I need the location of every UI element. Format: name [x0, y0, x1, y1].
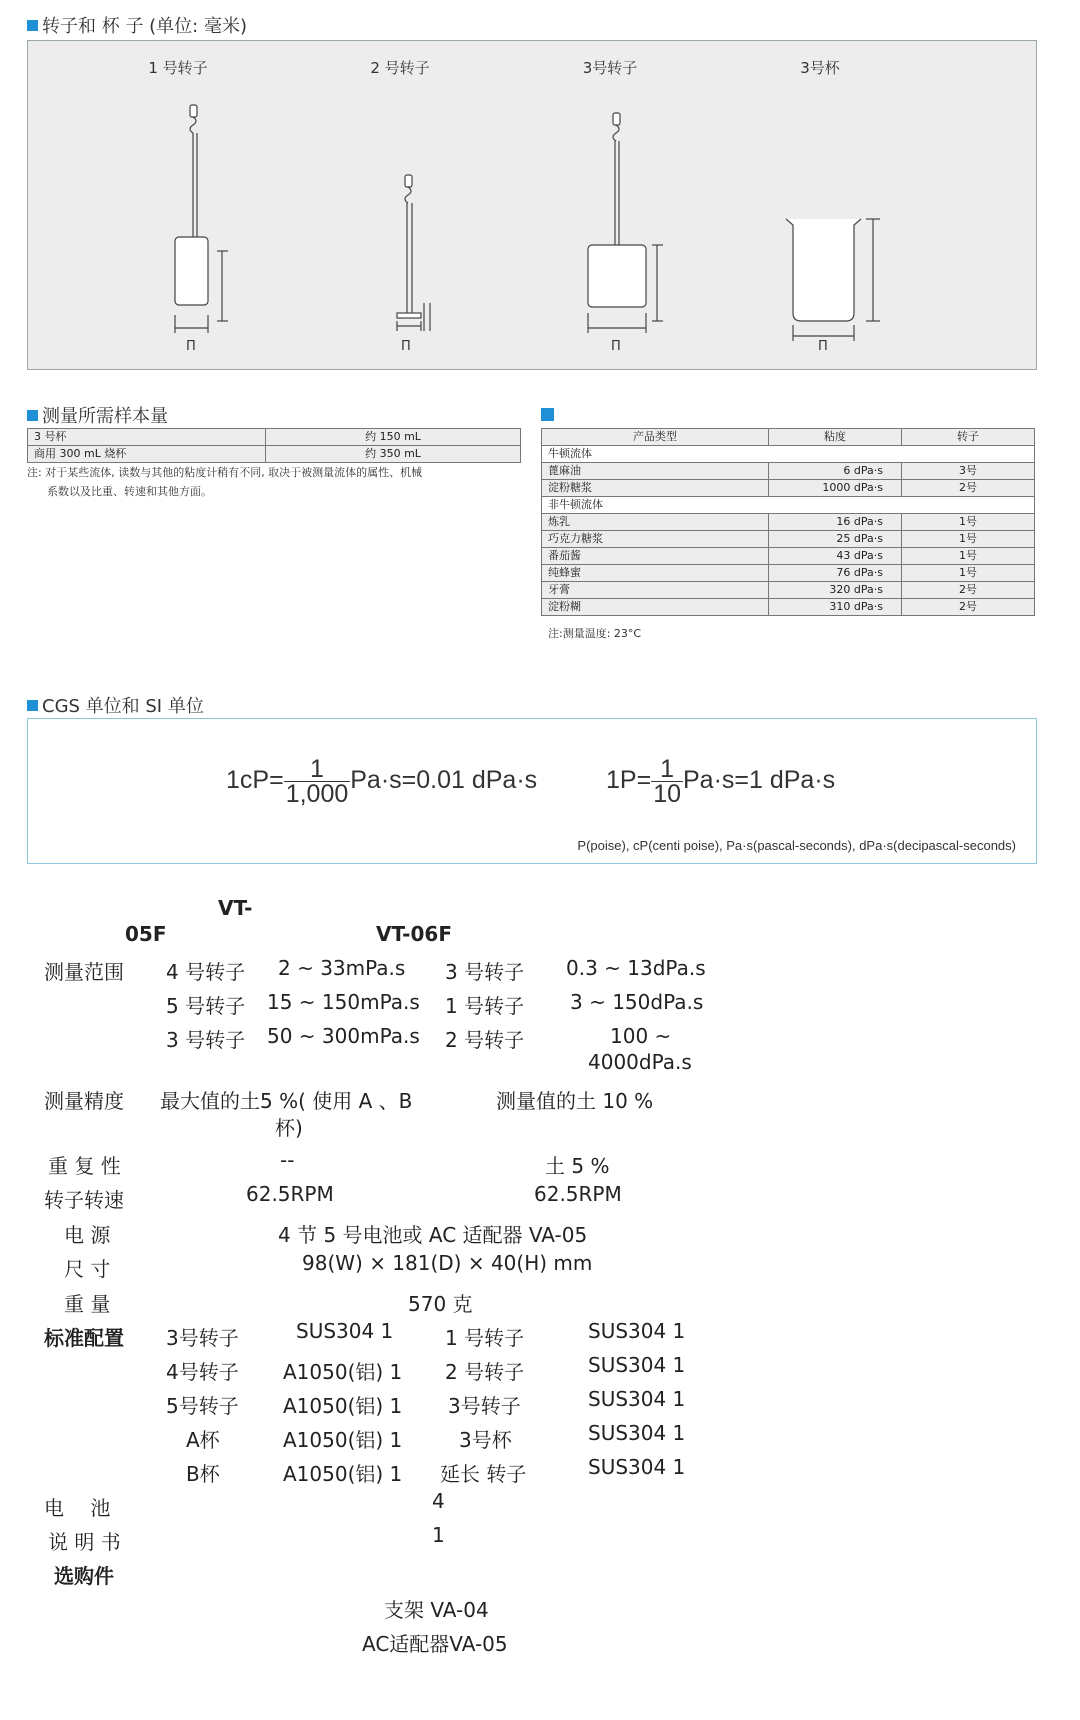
rotor-1-dim-label: Π — [186, 339, 196, 354]
weight-label: 重 量 — [64, 1292, 111, 1316]
sample-note-line1: 注: 对于某些流体, 读数与其他的粘度计稍有不同, 取决于被测量流体的属性、机械 — [27, 466, 423, 479]
speed-label: 转子转速 — [44, 1188, 124, 1212]
accuracy-value-1b: 杯) — [275, 1116, 303, 1140]
config-item: 1 号转子 — [445, 1326, 525, 1350]
table-header-row — [542, 429, 1035, 446]
category-label: 牛顿流体 — [542, 446, 1035, 463]
table-row — [542, 599, 1035, 616]
viscosity-value: 16 dPa·s — [769, 514, 902, 531]
rotor-2-drawing — [397, 175, 430, 331]
section-marker-icon — [27, 700, 38, 711]
product-name: 淀粉糖浆 — [542, 480, 769, 497]
range-rotor-1: 5 号转子 — [166, 994, 246, 1018]
config-item: 3号转子 — [166, 1326, 239, 1350]
formula-p-den: 10 — [653, 780, 681, 808]
range-value-1: 15 ~ 150mPa.s — [267, 990, 420, 1014]
range-rotor-1: 3 号转子 — [166, 1028, 246, 1052]
sample-table — [27, 428, 521, 463]
repeat-value-1: -- — [280, 1148, 295, 1172]
power-label: 电 源 — [64, 1223, 111, 1247]
config-item: B杯 — [186, 1462, 220, 1486]
sample-name: 3 号杯 — [28, 429, 266, 446]
header-viscosity: 粘度 — [769, 429, 902, 446]
size-value: 98(W) × 181(D) × 40(H) mm — [302, 1251, 593, 1275]
range-value-2: 3 ~ 150dPa.s — [570, 990, 704, 1014]
sample-note — [27, 463, 527, 501]
section-marker-icon — [541, 408, 554, 421]
config-material: A1050(铝) 1 — [283, 1394, 403, 1418]
formula-cp-num: 1 — [284, 757, 351, 782]
sample-section-title — [27, 402, 168, 428]
viscosity-value: 310 dPa·s — [769, 599, 902, 616]
table-row — [542, 480, 1035, 497]
viscosity-note: 注:测量温度: 23°C — [548, 627, 642, 640]
rotor-label-3: 3号转子 — [582, 59, 638, 77]
config-material: SUS304 1 — [588, 1387, 686, 1411]
formula-cp-right: Pa·s=0.01 dPa·s — [350, 766, 538, 795]
section-marker-icon — [27, 410, 38, 421]
rotor-3-drawing — [588, 113, 663, 333]
rotor-2-dim-label: Π — [401, 339, 411, 354]
table-row — [28, 446, 521, 463]
viscosity-value: 320 dPa·s — [769, 582, 902, 599]
config-item: 2 号转子 — [445, 1360, 525, 1384]
range-value-1: 50 ~ 300mPa.s — [267, 1024, 420, 1048]
range-value-2a: 100 ~ — [610, 1024, 672, 1048]
product-name: 蓖麻油 — [542, 463, 769, 480]
cup-label-3: 3号杯 — [800, 59, 840, 77]
table-row — [28, 429, 521, 446]
accuracy-value-2: 测量值的土 10 % — [496, 1089, 654, 1113]
range-label: 测量范围 — [44, 960, 124, 984]
config-item: 5号转子 — [166, 1394, 239, 1418]
table-row — [542, 531, 1035, 548]
config-material: SUS304 1 — [588, 1353, 686, 1377]
cup-3-drawing — [786, 219, 880, 341]
header-product: 产品类型 — [542, 429, 769, 446]
table-row — [542, 514, 1035, 531]
range-rotor-1: 4 号转子 — [166, 960, 246, 984]
range-value-1: 2 ~ 33mPa.s — [278, 956, 406, 980]
sample-name: 商用 300 mL 烧杯 — [28, 446, 266, 463]
formula-p-right: Pa·s=1 dPa·s — [683, 766, 836, 795]
viscosity-value: 43 dPa·s — [769, 548, 902, 565]
product-name: 番茄酱 — [542, 548, 769, 565]
model-1-header-b: 05F — [125, 922, 167, 946]
rotor-label-2: 2 号转子 — [370, 59, 430, 77]
rotor-drawings — [28, 41, 1036, 369]
rotor-value: 2号 — [902, 599, 1035, 616]
config-material: SUS304 1 — [588, 1455, 686, 1479]
rotor-value: 1号 — [902, 548, 1035, 565]
cgs-section-title — [27, 692, 204, 718]
repeat-label: 重 复 性 — [48, 1154, 121, 1178]
sample-title-text: 测量所需样本量 — [42, 406, 168, 427]
rotor-label-1: 1 号转子 — [148, 59, 208, 77]
table-row — [542, 446, 1035, 463]
product-name: 巧克力糖浆 — [542, 531, 769, 548]
viscosity-value: 6 dPa·s — [769, 463, 902, 480]
config-material: A1050(铝) 1 — [283, 1360, 403, 1384]
config-item: A杯 — [186, 1428, 220, 1452]
optional-item-1: 支架 VA-04 — [384, 1598, 489, 1622]
table-row — [542, 548, 1035, 565]
range-rotor-2: 1 号转子 — [445, 994, 525, 1018]
formula-p-left: 1P= — [606, 766, 652, 795]
config-item: 4号转子 — [166, 1360, 239, 1384]
model-2-header: VT-06F — [376, 922, 452, 946]
section-marker-icon — [27, 20, 38, 31]
battery-value: 4 — [432, 1489, 445, 1513]
size-label: 尺 寸 — [64, 1257, 111, 1281]
manual-value: 1 — [432, 1523, 445, 1547]
table-row — [542, 463, 1035, 480]
power-value: 4 节 5 号电池或 AC 适配器 VA-05 — [278, 1223, 588, 1247]
config-material: SUS304 1 — [588, 1319, 686, 1343]
config-material: SUS304 1 — [296, 1319, 394, 1343]
sample-value: 约 350 mL — [266, 446, 521, 463]
speed-value-1: 62.5RPM — [246, 1182, 334, 1206]
config-material: A1050(铝) 1 — [283, 1428, 403, 1452]
product-name: 炼乳 — [542, 514, 769, 531]
header-rotor: 转子 — [902, 429, 1035, 446]
config-item: 延长 转子 — [440, 1462, 527, 1486]
config-material: A1050(铝) 1 — [283, 1462, 403, 1486]
viscosity-value: 76 dPa·s — [769, 565, 902, 582]
range-value-2b: 4000dPa.s — [588, 1050, 692, 1074]
repeat-value-2: 土 5 % — [545, 1154, 610, 1178]
optional-label: 选购件 — [54, 1564, 114, 1588]
cgs-title-text: CGS 单位和 SI 单位 — [42, 696, 204, 717]
rotor-value: 1号 — [902, 514, 1035, 531]
viscosity-value: 1000 dPa·s — [769, 480, 902, 497]
formula-cp-den: 1,000 — [285, 780, 349, 808]
product-name: 淀粉糊 — [542, 599, 769, 616]
formula-p-num: 1 — [651, 757, 683, 782]
cgs-footnote: P(poise), cP(centi poise), Pa·s(pascal-seconds), dPa·s(decipascal-seconds) — [577, 838, 1016, 853]
optional-item-2: AC适配器VA-05 — [362, 1632, 508, 1656]
config-material: SUS304 1 — [588, 1421, 686, 1445]
sample-value: 约 150 mL — [266, 429, 521, 446]
weight-value: 570 克 — [408, 1292, 473, 1316]
table-row — [542, 497, 1035, 514]
range-rotor-2: 3 号转子 — [445, 960, 525, 984]
rotor-1-drawing — [175, 105, 228, 333]
config-item: 3号转子 — [448, 1394, 521, 1418]
rotors-panel — [27, 40, 1037, 370]
accuracy-value-1a: 最大值的土5 %( 使用 A 、B — [160, 1089, 413, 1113]
manual-label: 说 明 书 — [48, 1530, 121, 1554]
sample-note-line2: 系数以及比重、转速和其他方面。 — [47, 485, 212, 498]
rotor-value: 1号 — [902, 565, 1035, 582]
rotors-title-text: 转子和 杯 子 (单位: 毫米) — [42, 16, 247, 37]
viscosity-table — [541, 428, 1035, 616]
category-label: 非牛顿流体 — [542, 497, 1035, 514]
table-row — [542, 582, 1035, 599]
speed-value-2: 62.5RPM — [534, 1182, 622, 1206]
rotor-value: 1号 — [902, 531, 1035, 548]
viscosity-value: 25 dPa·s — [769, 531, 902, 548]
range-value-2: 0.3 ~ 13dPa.s — [566, 956, 706, 980]
formula-cp-fraction — [284, 757, 351, 806]
rotor-value: 2号 — [902, 582, 1035, 599]
formula-p-fraction — [651, 757, 683, 806]
battery-label: 电 池 — [44, 1496, 111, 1520]
rotor-value: 2号 — [902, 480, 1035, 497]
rotors-section-title — [27, 12, 247, 38]
rotor-value: 3号 — [902, 463, 1035, 480]
product-name: 牙膏 — [542, 582, 769, 599]
cgs-box — [27, 718, 1037, 864]
config-item: 3号杯 — [459, 1428, 512, 1452]
config-label: 标准配置 — [44, 1326, 124, 1350]
table-row — [542, 565, 1035, 582]
model-1-header-a: VT- — [218, 896, 253, 920]
formula-cp — [226, 757, 537, 806]
range-rotor-2: 2 号转子 — [445, 1028, 525, 1052]
product-name: 纯蜂蜜 — [542, 565, 769, 582]
formula-p — [606, 757, 835, 806]
formula-cp-left: 1cP= — [226, 766, 284, 795]
accuracy-label: 测量精度 — [44, 1089, 124, 1113]
rotor-3-dim-label: Π — [611, 339, 621, 354]
cup-3-dim-label: Π — [818, 339, 828, 354]
